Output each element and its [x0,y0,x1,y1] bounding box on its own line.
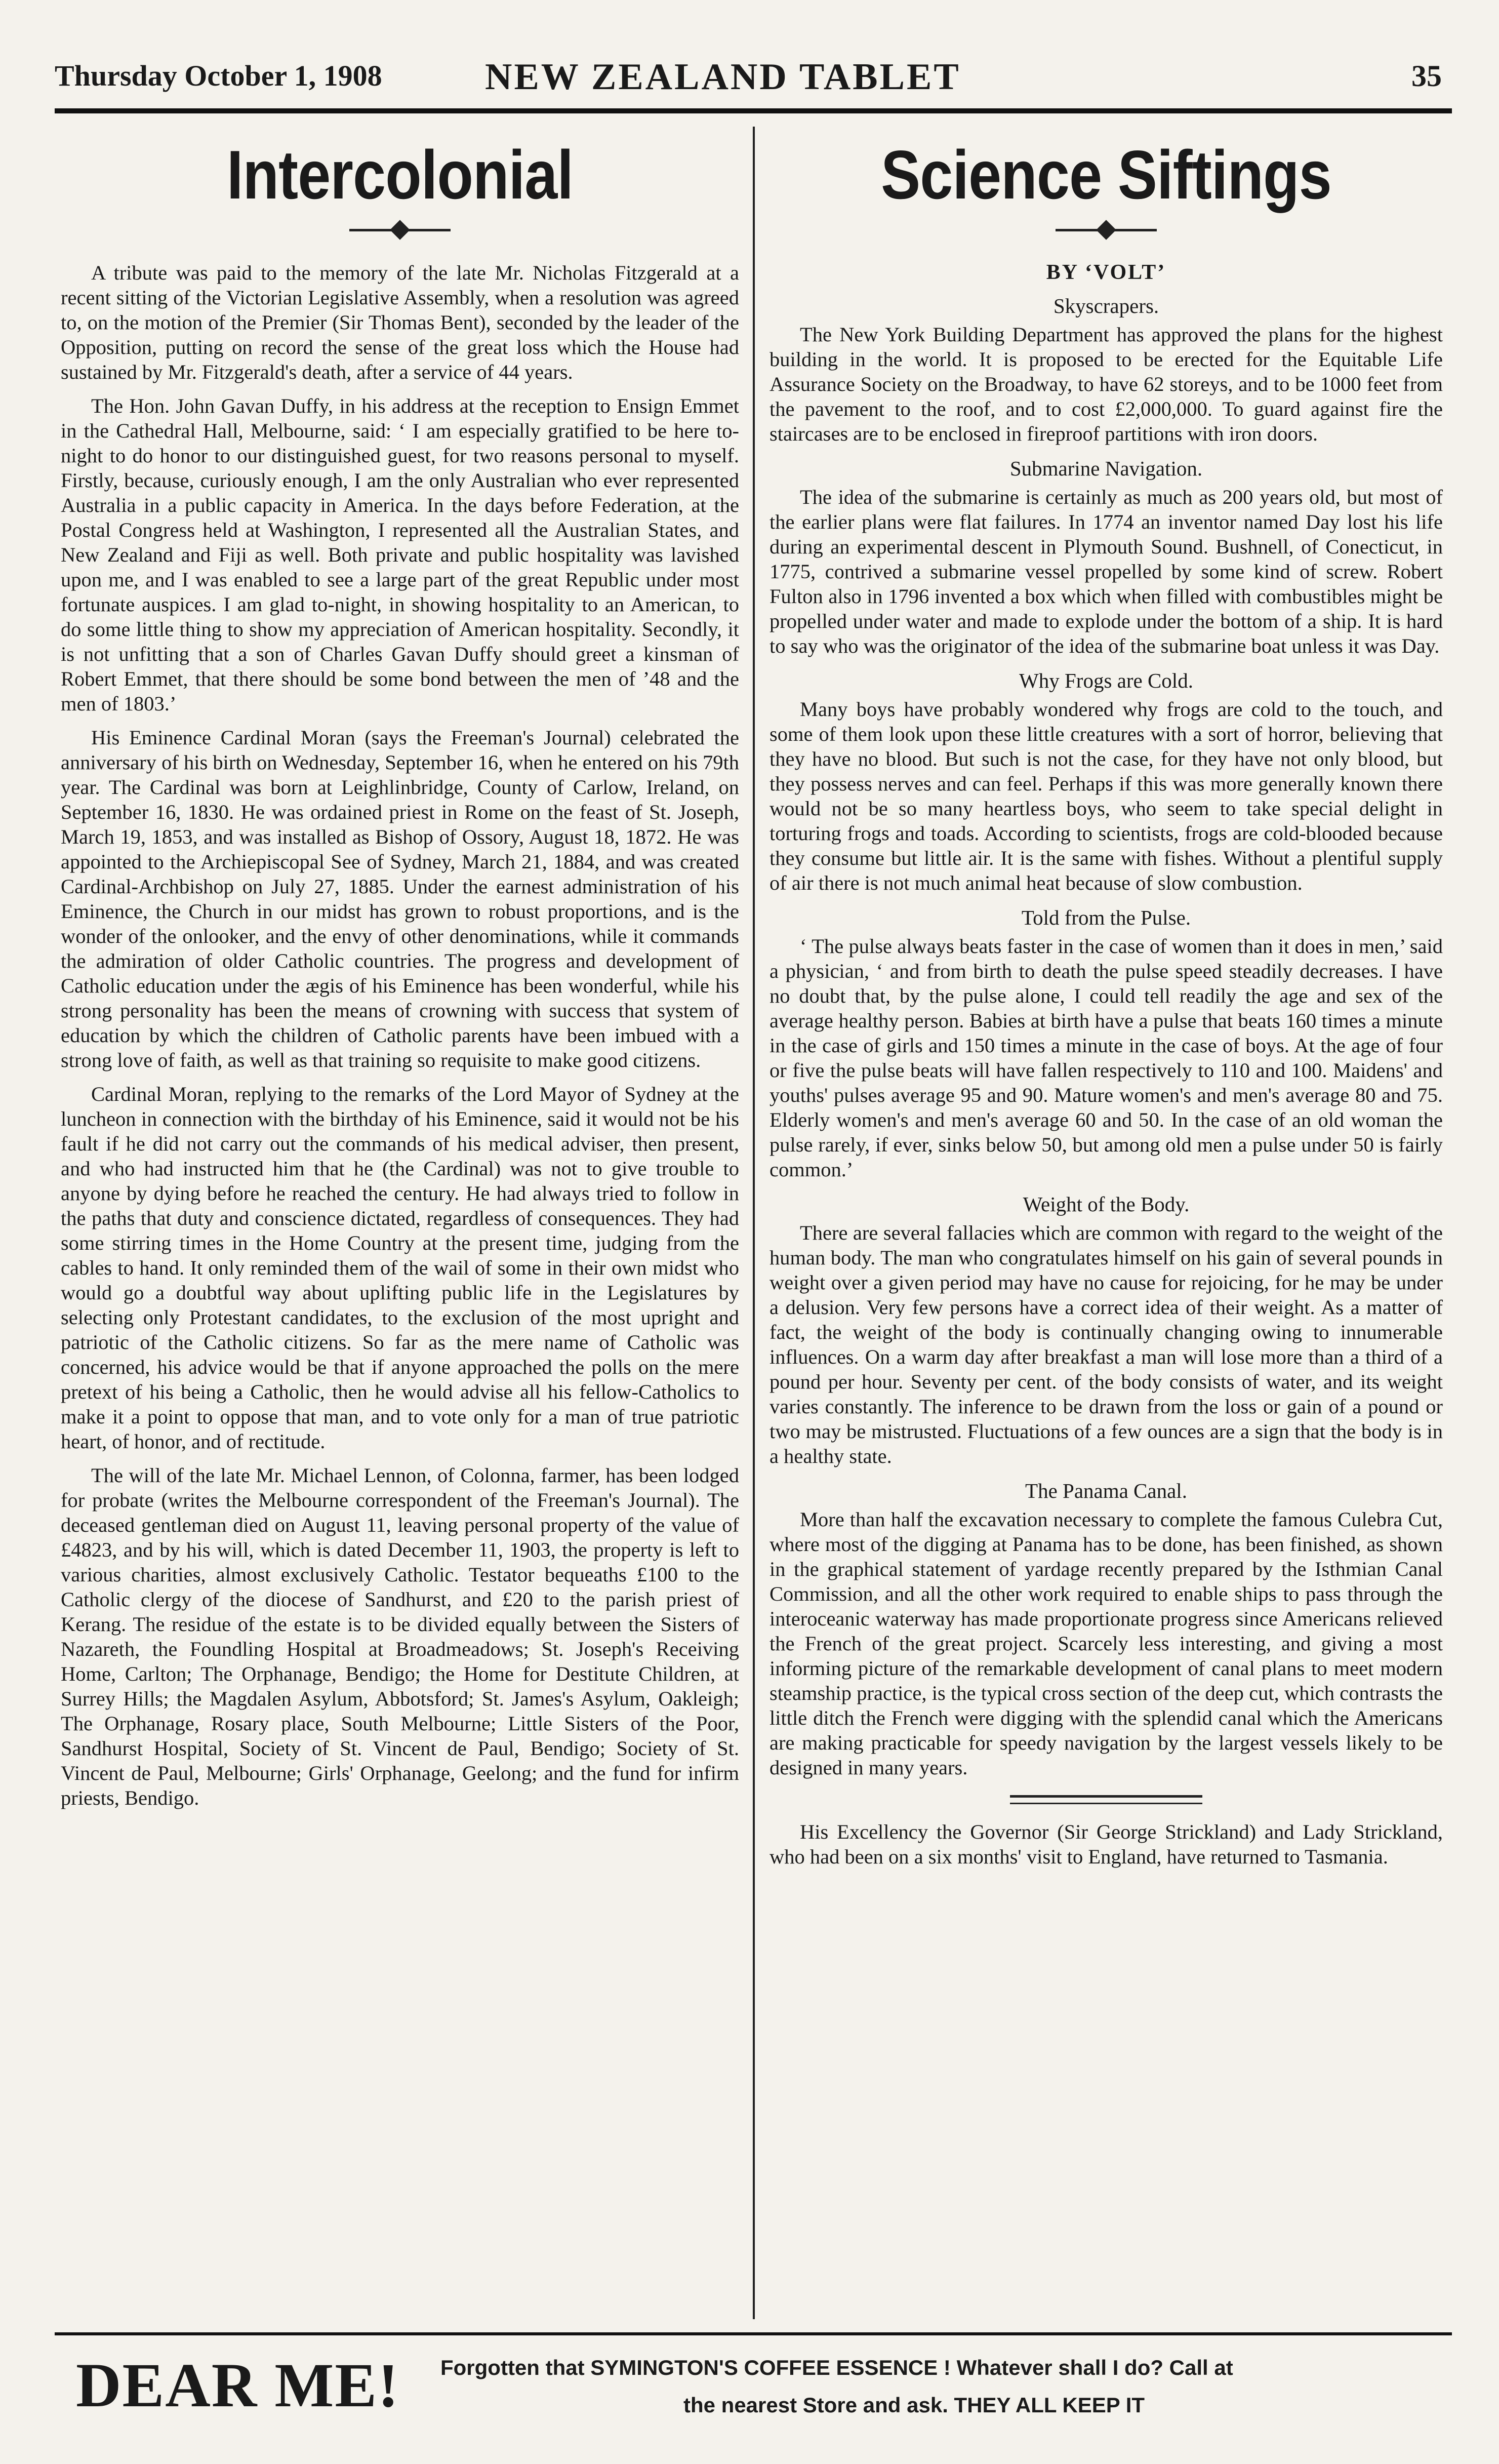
column-divider [753,127,755,2319]
page-number: 35 [1411,59,1442,93]
byline: BY ‘VOLT’ [1046,261,1166,284]
section-text: Many boys have probably wondered why frogs are cold to the touch, and some of them look upon these little creatures with a sort of horror, believing that they have no blood. But such is not the case, for they have not only blood, but they possess nerves and can feel. Perhaps if this was more generally known there would not be so many heartless boys, who seem to take special delight in torturing frogs and toads. According to scientists, frogs are cold-blooded because they consume but little air. It is the same with fishes. Without a plentiful supply of air there is not much animal heat because of slow combustion. [769,698,1443,894]
section-text: More than half the excavation necessary to complete the famous Culebra Cut, where most of the digging at Panama has to be done, has been finished, as shown in the graphical statement of yardage recently prepared by the Isthmian Canal Commission, and all the other work required to enable ships to pass through the interoceanic waterway has made proportionate progress since Americans relieved the French of the great project. Scarcely less interesting, and giving a most informing picture of the remarkable development of canal plans to meet modern steamship practice, is the typical cross section of the deep cut, which contrasts the little ditch the French were digging with the splendid canal which the Americans are making practicable for speedy navigation by the largest vessels likely to be designed in many years. [769,1508,1443,1779]
section-heading: Why Frogs are Cold. [1019,669,1193,692]
science-siftings-column [769,127,1443,1878]
intercolonial-column [61,127,739,1819]
ad-text-line: Forgotten that SYMINGTON'S COFFEE ESSENCE ! Whatever shall I do? Call at [440,2356,1233,2379]
ad-text-line: the nearest Store and ask. THEY ALL KEEP IT [683,2393,1145,2417]
section-heading: Submarine Navigation. [1009,457,1203,480]
article-paragraph: The Hon. John Gavan Duffy, in his address at the reception to Ensign Emmet in the Cathedral Hall, Melbourne, said: ‘ I am especially gratified to be here to-night to do honor to our distinguished guest, for two reasons personal to myself. Firstly, because, curiously enough, I am the only Australian who ever represented Australia in a public capacity in America. In the days before Federation, at the Postal Congress held at Washington, I represented all the Australian States, and New Zealand and Fiji as well. Both private and public hospitality was lavished upon me, and I was enabled to see a large part of the great Republic under most fortunate auspices. I am glad to-night, in showing hospitality to an American, to do some little thing to show my appreciation of American hospitality. Secondly, it is not unfitting that a son of Charles Gavan Duffy should greet a kinsman of Robert Emmet, that there should be some bond between the men of ’48 and the men of 1803.’ [61,394,739,715]
science-siftings-title: Science Siftings [881,136,1331,213]
ad-headline: DEAR ME! [76,2351,400,2420]
section-heading: The Panama Canal. [1025,1479,1187,1502]
title-ornament [769,220,1443,240]
article-paragraph: His Eminence Cardinal Moran (says the Freeman's Journal) celebrated the anniversary of his birth on Wednesday, September 16, when he entered on his 79th year. The Cardinal was born at Leighlinbridge, County of Carlow, Ireland, on September 16, 1830. He was ordained priest in Rome on the feast of St. Joseph, March 19, 1853, and was installed as Bishop of Ossory, August 18, 1872. He was appointed to the Archiepiscopal See of Sydney, March 21, 1884, and was created Cardinal-Archbishop on July 27, 1885. Under the earnest administration of his Eminence, the Church in our midst has grown to robust proportions, and is the wonder of the onlooker, and the envy of other denominations, while it commands the admiration of older Catholic countries. The progress and development of Catholic education under the ægis of his Eminence has been wonderful, while his strong personality has been the means of crowning with success that system of education by which the children of Catholic parents have been imbued with a strong love of faith, as well as that training so requisite to make good citizens. [61,726,739,1071]
closing-note: His Excellency the Governor (Sir George Strickland) and Lady Strickland, who had been on a six months' visit to England, have returned to Tasmania. [769,1820,1443,1868]
section-heading: Skyscrapers. [1053,294,1159,317]
section-heading: Told from the Pulse. [1021,906,1191,929]
advertisement [76,2350,1453,2441]
article-paragraph: A tribute was paid to the memory of the late Mr. Nicholas Fitzgerald at a recent sitting of the Victorian Legislative Assembly, when a resolution was agreed to, on the motion of the Premier (Sir Thomas Bent), seconded by the leader of the Opposition, putting on record the sense of the great loss which the House had sustained by Mr. Fitzgerald's death, after a service of 44 years. [61,261,739,383]
section-heading: Weight of the Body. [1023,1193,1190,1216]
masthead [55,49,1452,109]
masthead-rule [55,108,1452,113]
footer-rule [55,2332,1452,2335]
section-text: The New York Building Department has approved the plans for the highest building in the world. It is proposed to be erected for the Equitable Life Assurance Society on the Broadway, to have 62 storeys, and to be 1000 feet from the pavement to the roof, and to cost £2,000,000. To guard against fire the staircases are to be enclosed in fireproof partitions with iron doors. [769,323,1443,445]
intercolonial-title: Intercolonial [226,136,574,213]
section-text: ‘ The pulse always beats faster in the case of women than it does in men,’ said a physician, ‘ and from birth to death the pulse speed steadily decreases. I have no doubt that, by the pulse alone, I could tell readily the age and sex of the average healthy person. Babies at birth have a pulse that beats 160 times a minute in the case of girls and 150 times a minute in the case of boys. At the age of four or five the pulse beats will have fallen respectively to 110 and 100. Maidens' and youths' pulses average 95 and 90. Mature women's and men's average 80 and 75. Elderly women's and men's average 60 and 50. In the case of an old woman the pulse rarely, if ever, sinks below 50, but among old men a pulse under 50 is fairly common.’ [769,935,1443,1181]
section-text: There are several fallacies which are common with regard to the weight of the human body. The man who congratulates himself on his gain of several pounds in weight over a given period may have no cause for rejoicing, for he may be under a delusion. Very few persons have a correct idea of their weight. As a matter of fact, the weight of the body is continually changing owing to innumerable influences. On a warm day after breakfast a man will lose more than a third of a pound per hour. Seventy per cent. of the body consists of water, and its weight varies constantly. The inference to be drawn from the loss or gain of a pound or two may be mistrusted. Fluctuations of a few ounces are a sign that the body is in a healthy state. [769,1221,1443,1467]
article-paragraph: The will of the late Mr. Michael Lennon, of Colonna, farmer, has been lodged for probate (writes the Melbourne correspondent of the Freeman's Journal). The deceased gentleman died on August 11, leaving personal property of the value of £4823, and by his will, which is dated December 11, 1903, the property is left to various charities, almost exclusively Catholic. Testator bequeaths £100 to the Catholic clergy of the diocese of Sandhurst, and £20 to the parish priest of Kerang. The residue of the estate is to be divided equally between the Sisters of Nazareth, the Foundling Hospital at Broadmeadows; St. Joseph's Receiving Home, Carlton; The Orphanage, Bendigo; the Home for Destitute Children, at Surrey Hills; the Magdalen Asylum, Abbotsford; St. James's Asylum, Oakleigh; The Orphanage, Rosary place, South Melbourne; Little Sisters of the Poor, Sandhurst Hospital, Society of St. Vincent de Paul, Bendigo; Society of St. Vincent de Paul, Melbourne; Girls' Orphanage, Geelong; and the fund for infirm priests, Bendigo. [61,1464,739,1809]
section-text: The idea of the submarine is certainly as much as 200 years old, but most of the earlier plans were flat failures. In 1774 an inventor named Day lost his life during an experimental descent in Plymouth Sound. Bushnell, of Conecticut, in 1775, contrived a submarine vessel propelled by some kind of screw. Robert Fulton also in 1796 invented a box which when filled with combustibles might be propelled under water and made to explode under the bottom of a ship. It is hard to say who was the originator of the idea of the submarine boat unless it was Day. [769,486,1443,657]
issue-date: Thursday October 1, 1908 [55,59,382,92]
section-separator [1010,1795,1202,1804]
title-ornament [61,220,739,240]
newspaper-title: NEW ZEALAND TABLET [485,56,961,98]
article-paragraph: Cardinal Moran, replying to the remarks of the Lord Mayor of Sydney at the luncheon in connection with the birthday of his Eminence, said it would not be his fault if he did not carry out the commands of his medical adviser, then present, and who had instructed him that he (the Cardinal) was not to give trouble to anyone by dying before he reached the century. He had always tried to follow in the paths that duty and conscience dictated, regardless of consequences. They had some stirring times in the Home Country at the present time, judging from the cables to hand. It only reminded them of the wail of some in their own midst who would go a doubtful way about uplifting public life in the Legislatures by selecting only Protestant candidates, to the exclusion of the most upright and patriotic of the Catholic citizens. So far as the mere name of Catholic was concerned, his advice would be that if anyone approached the polls on the mere pretext of his being a Catholic, then he would advise all his fellow-Catholics to make it a point to oppose that man, and to vote only for a man of true patriotic heart, of honor, and of rectitude. [61,1083,739,1453]
